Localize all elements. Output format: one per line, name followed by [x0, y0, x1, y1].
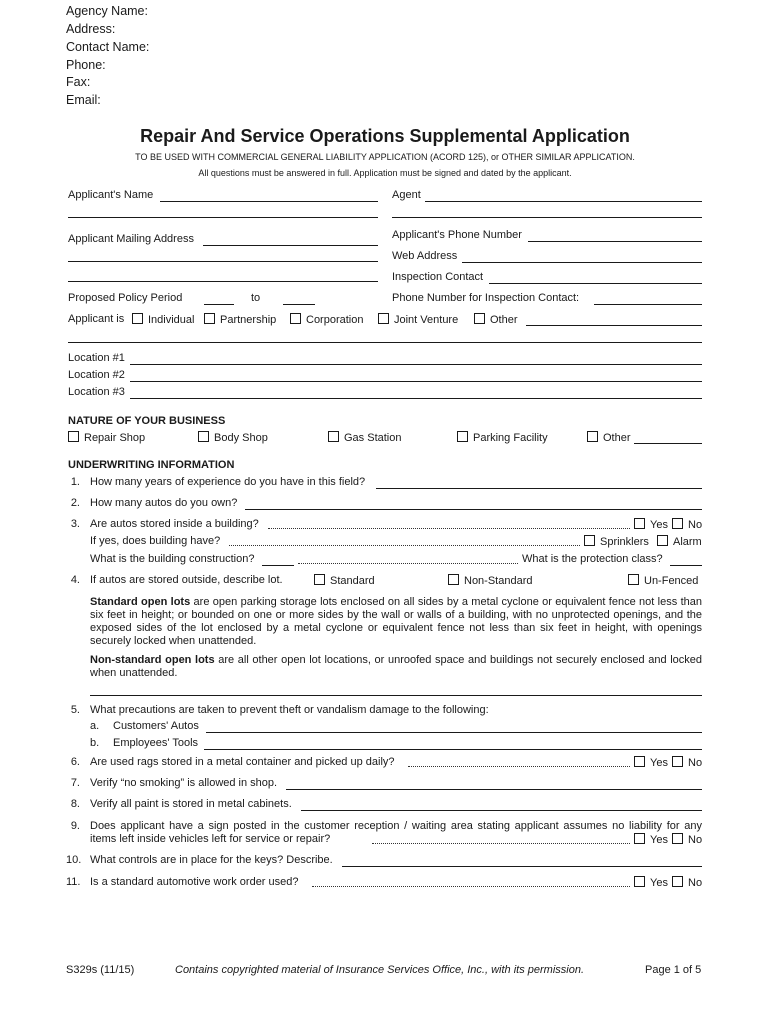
q2-answer-field[interactable]	[245, 509, 702, 510]
q11-leader	[312, 886, 630, 887]
parking-facility-label: Parking Facility	[473, 432, 548, 444]
sprinklers-checkbox[interactable]	[584, 535, 595, 546]
partnership-checkbox[interactable]	[204, 313, 215, 324]
corporation-checkbox[interactable]	[290, 313, 301, 324]
other-type-field[interactable]	[526, 325, 702, 326]
q3-leader	[268, 528, 630, 529]
individual-option[interactable]	[132, 313, 194, 326]
q2-text: How many autos do you own?	[90, 497, 238, 509]
q9-text-line1: Does applicant have a sign posted in the customer reception / waiting area stating applicant assumes no liability for any	[90, 820, 702, 832]
q4-number: 4.	[70, 574, 80, 586]
q9-no-label: No	[688, 834, 703, 846]
agent-label: Agent	[392, 189, 421, 201]
q6-yes-option[interactable]	[634, 756, 668, 769]
page-title: Repair And Service Operations Supplemental Application	[140, 126, 630, 146]
q5b-letter: b.	[90, 737, 100, 749]
repair-shop-label: Repair Shop	[84, 432, 146, 444]
q7-text: Verify “no smoking” is allowed in shop.	[90, 777, 278, 789]
gas-station-option[interactable]	[328, 431, 401, 444]
q10-number: 10.	[66, 854, 82, 866]
contact-name-label: Contact Name:	[66, 40, 150, 54]
policy-period-label: Proposed Policy Period	[68, 292, 183, 304]
q11-no-checkbox[interactable]	[672, 876, 683, 887]
q6-no-option[interactable]	[672, 756, 702, 769]
web-address-field[interactable]	[462, 262, 702, 263]
other-type-option[interactable]	[474, 313, 518, 326]
location-3-label: Location #3	[68, 386, 125, 398]
q5a-text: Customers' Autos	[113, 720, 199, 732]
page-number: Page 1 of 5	[645, 964, 702, 976]
applicant-name-field[interactable]	[160, 201, 378, 202]
body-shop-checkbox[interactable]	[198, 431, 209, 442]
nature-heading: NATURE OF YOUR BUSINESS	[68, 415, 226, 427]
standard-lot-checkbox[interactable]	[314, 574, 325, 585]
q8-number: 8.	[70, 798, 80, 810]
body-shop-option[interactable]	[198, 431, 268, 444]
parking-facility-checkbox[interactable]	[457, 431, 468, 442]
mailing-address-field[interactable]	[203, 245, 378, 246]
gas-station-label: Gas Station	[344, 432, 402, 444]
subtitle-instructions: TO BE USED WITH COMMERCIAL GENERAL LIABILITY APPLICATION (ACORD 125), or OTHER SIMILAR APPLICATION.	[135, 152, 635, 162]
other-business-field[interactable]	[634, 443, 702, 444]
individual-label: Individual	[148, 314, 195, 326]
q6-number: 6.	[70, 756, 80, 768]
q9-yes-checkbox[interactable]	[634, 833, 645, 844]
non-standard-lot-label: Non-Standard	[464, 575, 533, 587]
web-address-label: Web Address	[392, 250, 458, 262]
repair-shop-checkbox[interactable]	[68, 431, 79, 442]
location-3-field[interactable]	[130, 398, 702, 399]
fax-label: Fax:	[66, 75, 91, 89]
q6-no-label: No	[688, 757, 703, 769]
alarm-label: Alarm	[673, 536, 702, 548]
partnership-option[interactable]	[204, 313, 276, 326]
alarm-option[interactable]	[657, 535, 702, 548]
q11-no-option[interactable]	[672, 876, 702, 889]
unfenced-lot-checkbox[interactable]	[628, 574, 639, 585]
q6-text: Are used rags stored in a metal container and picked up daily?	[90, 756, 395, 768]
address-label: Address:	[66, 22, 116, 36]
q8-answer-field[interactable]	[301, 810, 702, 811]
policy-end-field[interactable]	[283, 304, 315, 305]
q11-yes-checkbox[interactable]	[634, 876, 645, 887]
subtitle-requirements: All questions must be answered in full. Application must be signed and dated by the applicant.	[198, 168, 572, 178]
other-business-label: Other	[603, 432, 631, 444]
sprinklers-option[interactable]	[584, 535, 649, 548]
sprinklers-label: Sprinklers	[600, 536, 649, 548]
q3-yes-option[interactable]	[634, 518, 668, 531]
other-type-label: Other	[490, 314, 518, 326]
standard-lot-definition	[90, 596, 702, 648]
unfenced-lot-label: Un-Fenced	[644, 575, 699, 587]
q11-yes-label: Yes	[650, 877, 668, 889]
q7-answer-field[interactable]	[286, 789, 702, 790]
corporation-option[interactable]	[290, 313, 363, 326]
standard-lot-option[interactable]	[314, 574, 375, 587]
form-number: S329s (11/15)	[66, 964, 135, 976]
agency-name-label: Agency Name:	[66, 4, 148, 18]
inspection-contact-field[interactable]	[489, 283, 702, 284]
q9-leader	[372, 843, 630, 844]
standard-lot-term: Standard open lots	[90, 596, 191, 608]
q3-text: Are autos stored inside a building?	[90, 518, 259, 530]
q3a-leader	[229, 545, 580, 546]
location-2-field[interactable]	[130, 381, 702, 382]
q3-number: 3.	[70, 518, 80, 530]
applicant-name-label: Applicant's Name	[68, 189, 154, 201]
inspection-phone-label: Phone Number for Inspection Contact:	[392, 292, 580, 304]
phone-label: Phone:	[66, 58, 106, 72]
joint-venture-label: Joint Venture	[394, 314, 459, 326]
location-2-label: Location #2	[68, 369, 125, 381]
joint-venture-checkbox[interactable]	[378, 313, 389, 324]
alarm-checkbox[interactable]	[657, 535, 668, 546]
agent-field-2[interactable]	[392, 217, 702, 218]
q11-no-label: No	[688, 877, 703, 889]
q9-yes-option[interactable]	[634, 833, 668, 846]
body-shop-label: Body Shop	[214, 432, 268, 444]
policy-to-label: to	[251, 292, 261, 304]
q3b-text: What is the building construction?	[90, 553, 255, 565]
location-1-label: Location #1	[68, 352, 125, 364]
corporation-label: Corporation	[306, 314, 364, 326]
q3-no-label: No	[688, 519, 703, 531]
unfenced-lot-option[interactable]	[628, 574, 698, 587]
q5b-text: Employees' Tools	[113, 737, 199, 749]
q3c-answer-field[interactable]	[670, 565, 702, 566]
q3b-answer-field[interactable]	[262, 565, 294, 566]
applicant-phone-field[interactable]	[528, 241, 702, 242]
inspection-phone-field[interactable]	[594, 304, 702, 305]
mailing-address-field-2[interactable]	[68, 261, 378, 262]
q5a-letter: a.	[90, 720, 100, 732]
q9-number: 9.	[70, 820, 80, 832]
q8-text: Verify all paint is stored in metal cabinets.	[90, 798, 292, 810]
q9-yes-label: Yes	[650, 834, 668, 846]
mailing-address-label: Applicant Mailing Address	[68, 233, 194, 245]
q10-answer-field[interactable]	[342, 866, 702, 867]
applicant-name-field-2[interactable]	[68, 217, 378, 218]
q1-number: 1.	[70, 476, 80, 488]
underwriting-heading: UNDERWRITING INFORMATION	[68, 459, 235, 471]
mailing-address-field-3[interactable]	[68, 281, 378, 282]
q6-yes-checkbox[interactable]	[634, 756, 645, 767]
other-business-option[interactable]	[587, 431, 631, 444]
q11-text: Is a standard automotive work order used?	[90, 876, 299, 888]
standard-lot-description: are open parking storage lots enclosed on all sides by a metal cyclone or equivalent fence not less than six feet in height; or bounded on one or more sides by the wall or walls of a building, with no unprotected openings, and the exposed sides of the lot enclosed by a metal cyclone or equivalent fence not less than six feet in height, with openings securely locked when unattended.	[90, 596, 702, 647]
non-standard-lot-checkbox[interactable]	[448, 574, 459, 585]
email-label: Email:	[66, 93, 101, 107]
copyright-notice: Contains copyrighted material of Insurance Services Office, Inc., with its permission.	[175, 964, 585, 976]
non-standard-lot-description: are all other open lot locations, or unroofed space and buildings not securely enclosed and locked when unattended.	[90, 654, 702, 679]
other-business-checkbox[interactable]	[587, 431, 598, 442]
other-type-checkbox[interactable]	[474, 313, 485, 324]
q1-text: How many years of experience do you have in this field?	[90, 476, 366, 488]
q3-yes-label: Yes	[650, 519, 668, 531]
q3-yes-checkbox[interactable]	[634, 518, 645, 529]
q2-number: 2.	[70, 497, 80, 509]
q5-number: 5.	[70, 704, 80, 716]
q9-no-option[interactable]	[672, 833, 702, 846]
q3c-text: What is the protection class?	[522, 553, 663, 565]
non-standard-lot-option[interactable]	[448, 574, 533, 587]
gas-station-checkbox[interactable]	[328, 431, 339, 442]
q9-no-checkbox[interactable]	[672, 833, 683, 844]
applicant-phone-label: Applicant's Phone Number	[392, 229, 522, 241]
applicant-extra-line[interactable]	[68, 342, 702, 343]
q3b-leader	[298, 563, 518, 564]
agent-field[interactable]	[425, 201, 702, 202]
q5b-answer-field[interactable]	[204, 749, 702, 750]
q3-no-option[interactable]	[672, 518, 702, 531]
q3-no-checkbox[interactable]	[672, 518, 683, 529]
inspection-contact-label: Inspection Contact	[392, 271, 484, 283]
applicant-is-label: Applicant is	[68, 313, 125, 325]
partnership-label: Partnership	[220, 314, 277, 326]
joint-venture-option[interactable]	[378, 313, 458, 326]
q4-text: If autos are stored outside, describe lot.	[90, 574, 283, 586]
q11-yes-option[interactable]	[634, 876, 668, 889]
q4-answer-field[interactable]	[90, 695, 702, 696]
non-standard-lot-definition	[90, 654, 702, 680]
q10-text: What controls are in place for the keys? Describe.	[90, 854, 333, 866]
repair-shop-option[interactable]	[68, 431, 145, 444]
standard-lot-label: Standard	[330, 575, 375, 587]
individual-checkbox[interactable]	[132, 313, 143, 324]
q1-answer-field[interactable]	[376, 488, 702, 489]
q6-no-checkbox[interactable]	[672, 756, 683, 767]
q6-yes-label: Yes	[650, 757, 668, 769]
q5a-answer-field[interactable]	[206, 732, 702, 733]
q6-leader	[408, 766, 630, 767]
q5-text: What precautions are taken to prevent theft or vandalism damage to the following:	[90, 704, 489, 716]
q9-text-line2: items left inside vehicles left for service or repair?	[90, 833, 331, 845]
parking-facility-option[interactable]	[457, 431, 548, 444]
non-standard-lot-term: Non-standard open lots	[90, 654, 215, 666]
policy-start-field[interactable]	[204, 304, 234, 305]
q7-number: 7.	[70, 777, 80, 789]
q3a-text: If yes, does building have?	[90, 535, 221, 547]
location-1-field[interactable]	[130, 364, 702, 365]
q11-number: 11.	[66, 876, 81, 888]
